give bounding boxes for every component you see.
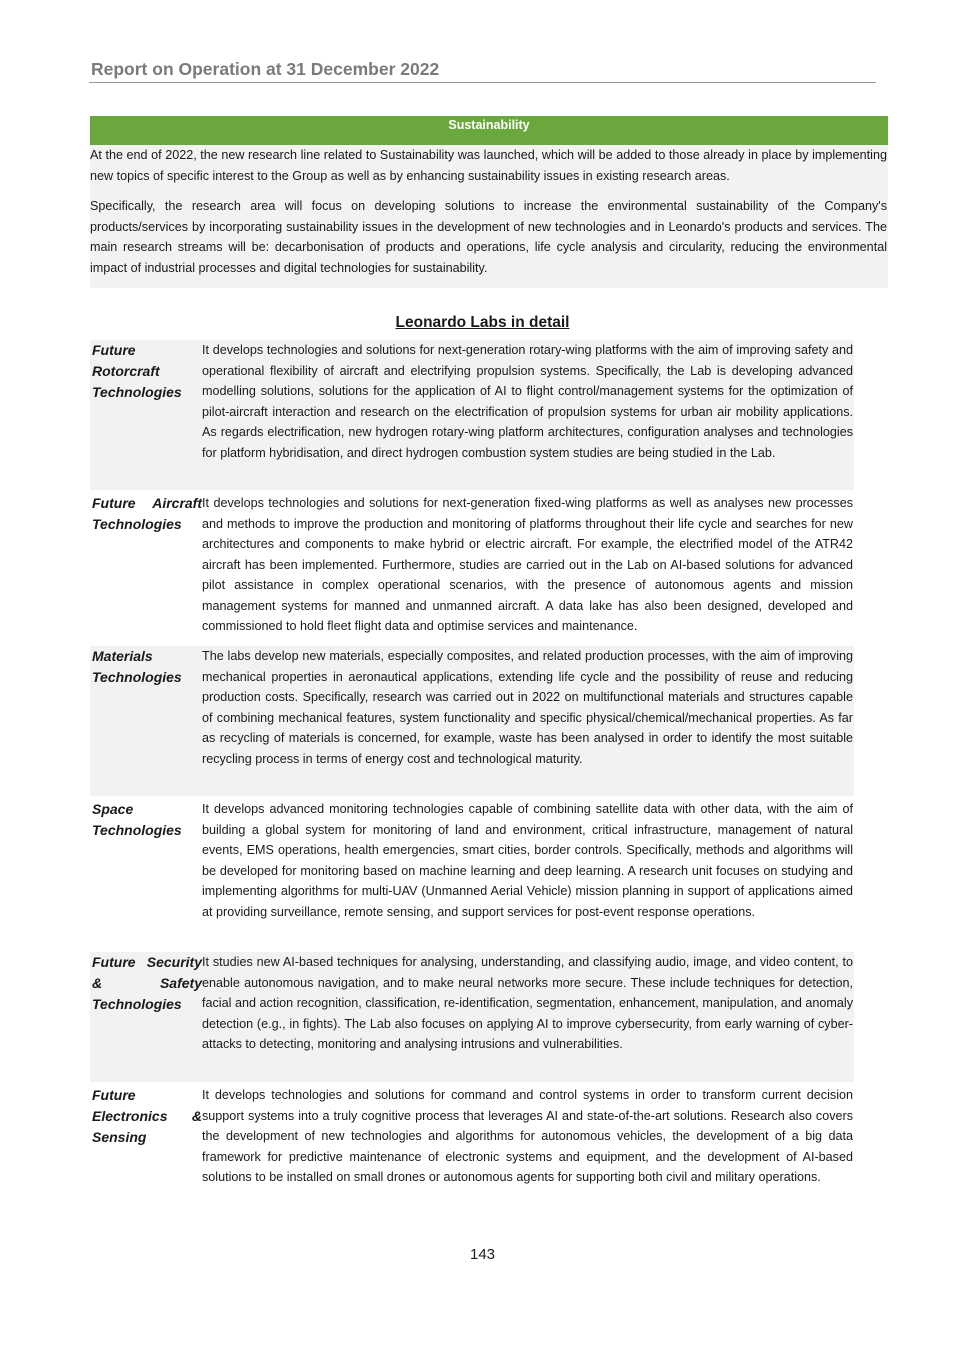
sustainability-paragraph-1: At the end of 2022, the new research line related to Sustainability was launched, which will be added to those already in place by implementing new topics of specific interest to the Group as well as by enhancing sustainability issues in existing research areas. xyxy=(90,148,887,183)
lab-name-future-aircraft: Future Aircraft Technologies xyxy=(92,495,202,532)
lab-description-future-rotorcraft: It develops technologies and solutions for next-generation rotary-wing platforms with the aim of improving safety and operational flexibility of aircraft and electrifying propulsion systems. Specifically, the Lab is developing advanced modelling solutions, solutions for the application of AI to flight control/management systems for the optimization of pilot-aircraft interaction and research on the electrification of propulsion systems for urban air mobility applications. As regards electrification, new hydrogen rotary-wing platform architectures, configuration analyses and technologies for platform hybridisation, and direct hydrogen combustion system studies are being studied in the Lab. xyxy=(202,343,853,460)
page-number: 143 xyxy=(469,1246,496,1263)
report-header-title: Report on Operation at 31 December 2022 xyxy=(91,59,440,79)
lab-name-future-rotorcraft: Future Rotorcraft Technologies xyxy=(92,342,182,400)
lab-name-future-electronics-sensing: Future Electronics & Sensing xyxy=(92,1087,202,1145)
lab-row-space xyxy=(90,799,854,949)
lab-description-future-security-safety: It studies new AI-based techniques for analysing, understanding, and classifying audio, image, and video content, to enable autonomous navigation, and to make neural networks more secure. These include techniques for detection, facial and action recognition, classification, re-identification, segmentation, enhancement, manipulation, and anomaly detection (e.g., in fights). The Lab also focuses on applying AI to improve cybersecurity, from early warning of cyber-attacks to detecting, monitoring and analysing intrusions and vulnerabilities. xyxy=(202,955,853,1051)
lab-row-materials xyxy=(90,646,854,796)
header-divider xyxy=(89,82,876,83)
lab-row-future-electronics-sensing xyxy=(90,1085,854,1215)
lab-description-future-electronics-sensing: It develops technologies and solutions for command and control systems in order to transform current decision support systems into a truly cognitive process that leverages AI and state-of-the-art solutions. Research also covers the development of new technologies and algorithms for autonomous vehicles, the development of a big data framework for predictive maintenance of electronic systems and equipment, and the development of AI-based solutions to be installed on small drones or autonomous agents for supporting both civil and military operations. xyxy=(202,1088,853,1184)
lab-description-space: It develops advanced monitoring technologies capable of combining satellite data with other data, with the aim of building a global system for monitoring of land and environment, critical infrastructure, management of natural events, EMS operations, health emergencies, smart cities, border controls. Specifically, methods and algorithms will be developed for monitoring based on machine learning and deep learning. A research unit focuses on studying and implementing algorithms for multi-UAV (Unmanned Aerial Vehicle) mission planning in support of applications aimed at providing surveillance, remote sensing, and support services for post-event response operations. xyxy=(202,802,853,919)
lab-row-future-rotorcraft xyxy=(90,340,854,490)
sustainability-paragraph-2: Specifically, the research area will focus on developing solutions to increase the environmental sustainability of the Company's products/services by incorporating sustainability issues in the development of new technologies and in Leonardo's products and services. The main research streams will be: decarbonisation of products and operations, life cycle analysis and circularity, reducing the environmental impact of industrial processes and digital technologies for sustainability. xyxy=(90,199,887,275)
sustainability-section xyxy=(90,145,888,288)
lab-description-materials: The labs develop new materials, especially composites, and related production processes, with the aim of improving mechanical properties in aeronautical applications, extending life cycle and the possibility of reuse and reducing production costs. Specifically, research was carried out in 2022 on multifunctional materials and structures capable of combining mechanical features, system functionality and specific physical/chemical/mechanical properties. As far as recycling of materials is concerned, for example, waste has been analysed in order to identify the most suitable recycling process in terms of energy cost and technological maturity. xyxy=(202,649,853,766)
sustainability-heading-bar xyxy=(90,116,888,145)
lab-row-future-security-safety xyxy=(90,952,854,1082)
labs-section-heading: Leonardo Labs in detail xyxy=(395,314,570,331)
lab-name-space: Space Technologies xyxy=(92,801,182,838)
lab-row-future-aircraft xyxy=(90,493,854,643)
sustainability-heading: Sustainability xyxy=(448,118,530,132)
lab-name-materials: Materials Technologies xyxy=(92,648,182,685)
lab-description-future-aircraft: It develops technologies and solutions for next-generation fixed-wing platforms as well as analyses new processes and methods to improve the production and monitoring of platforms throughout their life cycle and searches for new architectures and components to make hybrid or electric aircraft. For example, the electrified model of the ATR42 aircraft has been implemented. Furthermore, studies are carried out in the Lab on AI-based solutions for advanced pilot assistance in complex operational scenarios, with the presence of autonomous agents and mission management systems for manned and unmanned aircraft. A data lake has also been designed, developed and commissioned to hold fleet flight data and optimise services and maintenance. xyxy=(202,496,853,633)
lab-name-future-security-safety: Future Security & Safety Technologies xyxy=(92,954,202,1012)
